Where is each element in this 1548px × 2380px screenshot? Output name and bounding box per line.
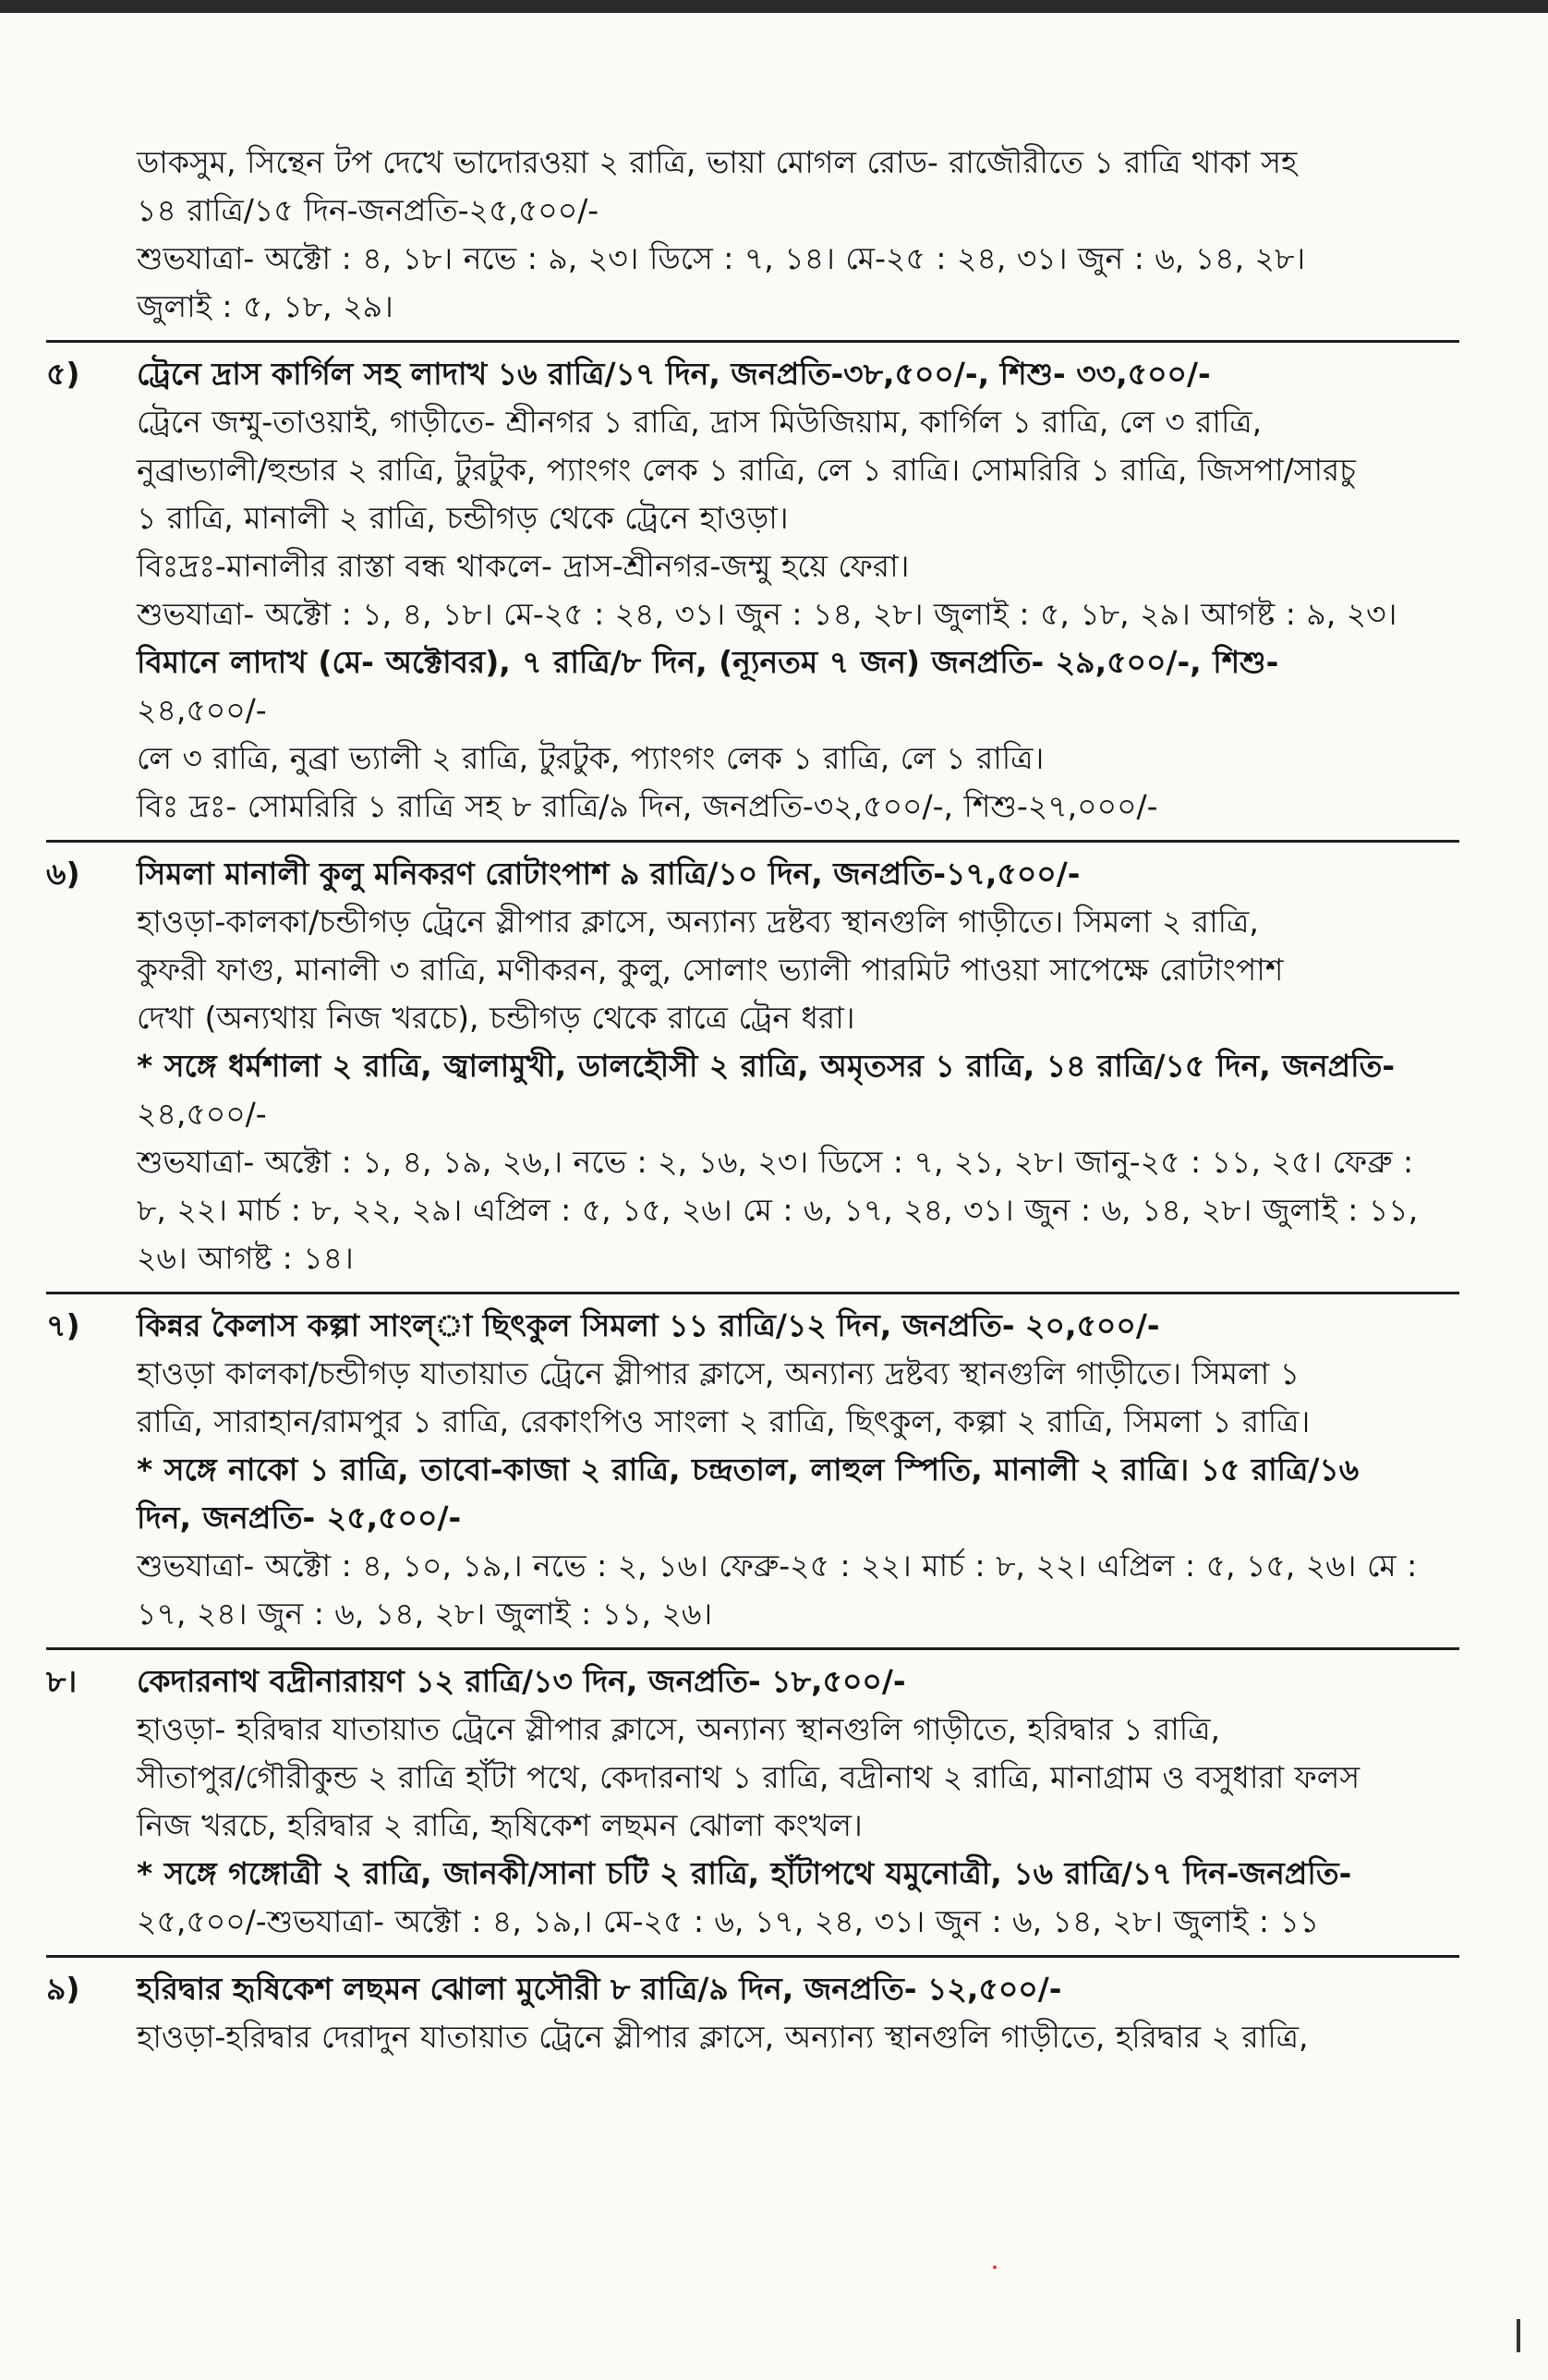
section-line: কুফরী ফাগু, মানালী ৩ রাত্রি, মণীকরন, কুলু, সোলাং ভ্যালী পারমিট পাওয়া সাপেক্ষে রোটাংপাশ [137,952,1284,988]
section-line: ২৪,৫০০/- [137,1096,267,1132]
section-divider [46,840,1459,843]
tour-section [46,850,1459,1282]
section-line: ট্রেনে জম্মু-তাওয়াই, গাড়ীতে- শ্রীনগর ১ রাত্রি, দ্রাস মিউজিয়াম, কার্গিল ১ রাত্রি, লে ৩ রাত্রি, [137,404,1263,440]
section-line: নুব্রাভ্যালী/হুন্ডার ২ রাত্রি, টুরটুক, প্যাংগং লেক ১ রাত্রি, লে ১ রাত্রি। সোমরিরি ১ রাত্রি, জিসপা/সারচু [137,452,1356,488]
intro-line: শুভযাত্রা- অক্টো : ৪, ১৮। নভে : ৯, ২৩। ডিসে : ৭, ১৪। মে-২৫ : ২৪, ৩১। জুন : ৬, ১৪, ২৮। [137,240,1306,276]
intro-line: ১৪ রাত্রি/১৫ দিন-জনপ্রতি-২৫,৫০০/- [137,192,599,228]
section-line: সীতাপুর/গৌরীকুন্ড ২ রাত্রি হাঁটা পথে, কেদারনাথ ১ রাত্রি, বদ্রীনাথ ২ রাত্রি, মানাগ্রাম ও বসুধারা ফলস [137,1759,1361,1795]
section-number: ৯) [46,1971,80,2007]
continued-tour-text [137,139,1459,331]
section-line: ২৫,৫০০/-শুভযাত্রা- অক্টো : ৪, ১৯,। মে-২৫ : ৬, ১৭, ২৪, ৩১। জুন : ৬, ১৪, ২৮। জুলাই : ১১ [137,1903,1320,1939]
tour-section [46,1302,1459,1638]
section-line: ২৬। আগষ্ট : ১৪। [137,1240,354,1276]
section-line: হাওড়া কালকা/চন্ডীগড় যাতায়াত ট্রেনে স্লীপার ক্লাসে, অন্যান্য দ্রষ্টব্য স্থানগুলি গাড়ীতে। সিমলা ১ [137,1355,1300,1391]
section-divider [46,1955,1459,1958]
tour-section [46,1658,1459,1946]
section-divider [46,340,1459,343]
section-line: দিন, জনপ্রতি- ২৫,৫০০/- [137,1500,462,1536]
page-edge-mark [1517,2319,1520,2352]
section-title: কিন্নর কৈলাস কল্পা সাংল্া ছিৎকুল সিমলা ১১ রাত্রি/১২ দিন, জনপ্রতি- ২০,৫০০/- [137,1307,1160,1343]
section-number: ৫) [46,356,80,392]
section-line: শুভযাত্রা- অক্টো : ৪, ১০, ১৯,। নভে : ২, ১৬। ফেব্রু-২৫ : ২২। মার্চ : ৮, ২২। এপ্রিল : ৫, ১৫, ২৬। মে : [137,1548,1418,1584]
tour-sections [46,340,1459,2061]
intro-line: জুলাই : ৫, ১৮, ২৯। [137,288,393,324]
scan-top-edge [0,0,1548,13]
intro-line: ডাকসুম, সিন্থেন টপ দেখে ভাদোরওয়া ২ রাত্রি, ভায়া মোগল রোড- রাজৌরীতে ১ রাত্রি থাকা সহ [137,144,1298,180]
section-line: ৮, ২২। মার্চ : ৮, ২২, ২৯। এপ্রিল : ৫, ১৫, ২৬। মে : ৬, ১৭, ২৪, ৩১। জুন : ৬, ১৪, ২৮। জুলাই : ১১, [137,1192,1419,1228]
section-line: ২৪,৫০০/- [137,692,267,728]
section-line: রাত্রি, সারাহান/রামপুর ১ রাত্রি, রেকাংপিও সাংলা ২ রাত্রি, ছিৎকুল, কল্পা ২ রাত্রি, সিমলা ১ রাত্রি। [137,1403,1311,1439]
section-line: শুভযাত্রা- অক্টো : ১, ৪, ১৮। মে-২৫ : ২৪, ৩১। জুন : ১৪, ২৮। জুলাই : ৫, ১৮, ২৯। আগষ্ট : ৯, ২৩। [137,596,1397,632]
section-line: হাওড়া-হরিদ্বার দেরাদুন যাতায়াত ট্রেনে স্লীপার ক্লাসে, অন্যান্য স্থানগুলি গাড়ীতে, হরিদ্বার ২ রাত্রি, [137,2019,1309,2055]
section-number: ৭) [46,1307,80,1343]
section-line: * সঙ্গে গঙ্গোত্রী ২ রাত্রি, জানকী/সানা চটি ২ রাত্রি, হাঁটাপথে যমুনোত্রী, ১৬ রাত্রি/১৭ দিন-জনপ্রতি- [137,1855,1352,1891]
ink-mark [993,2265,997,2269]
section-line: ১৭, ২৪। জুন : ৬, ১৪, ২৮। জুলাই : ১১, ২৬। [137,1596,713,1632]
section-line: নিজ খরচে, হরিদ্বার ২ রাত্রি, হৃষিকেশ লছমন ঝোলা কংখল। [137,1807,863,1843]
section-line: বিঃ দ্রঃ- সোমরিরি ১ রাত্রি সহ ৮ রাত্রি/৯ দিন, জনপ্রতি-৩২,৫০০/-, শিশু-২৭,০০০/- [137,788,1158,824]
section-title: কেদারনাথ বদ্রীনারায়ণ ১২ রাত্রি/১৩ দিন, জনপ্রতি- ১৮,৫০০/- [137,1663,906,1699]
section-divider [46,1292,1459,1294]
section-line: শুভযাত্রা- অক্টো : ১, ৪, ১৯, ২৬,। নভে : ২, ১৬, ২৩। ডিসে : ৭, ২১, ২৮। জানু-২৫ : ১১, ২৫। ফেব্রু : [137,1144,1414,1180]
section-line: দেখা (অন্যথায় নিজ খরচে), চন্ডীগড় থেকে রাত্রে ট্রেন ধরা। [137,1000,855,1036]
section-line: হাওড়া-কালকা/চন্ডীগড় ট্রেনে স্লীপার ক্লাসে, অন্যান্য দ্রষ্টব্য স্থানগুলি গাড়ীতে। সিমলা ২ রাত্রি, [137,904,1259,940]
section-line: লে ৩ রাত্রি, নুব্রা ভ্যালী ২ রাত্রি, টুরটুক, প্যাংগং লেক ১ রাত্রি, লে ১ রাত্রি। [137,740,1045,776]
section-line: ১ রাত্রি, মানালী ২ রাত্রি, চন্ডীগড় থেকে ট্রেনে হাওড়া। [137,500,789,536]
section-divider [46,1647,1459,1650]
section-line: বিমানে লাদাখ (মে- অক্টোবর), ৭ রাত্রি/৮ দিন, (ন্যূনতম ৭ জন) জনপ্রতি- ২৯,৫০০/-, শিশু- [137,644,1279,680]
section-title: হরিদ্বার হৃষিকেশ লছমন ঝোলা মুসৌরী ৮ রাত্রি/৯ দিন, জনপ্রতি- ১২,৫০০/- [137,1971,1062,2007]
section-title: ট্রেনে দ্রাস কার্গিল সহ লাদাখ ১৬ রাত্রি/১৭ দিন, জনপ্রতি-৩৮,৫০০/-, শিশু- ৩৩,৫০০/- [137,356,1211,392]
tour-section [46,350,1459,831]
tour-list [46,139,1459,2061]
section-line: * সঙ্গে নাকো ১ রাত্রি, তাবো-কাজা ২ রাত্রি, চন্দ্রতাল, লাহুল স্পিতি, মানালী ২ রাত্রি। ১৫ রাত্রি/১৬ [137,1451,1360,1488]
section-line: হাওড়া- হরিদ্বার যাতায়াত ট্রেনে স্লীপার ক্লাসে, অন্যান্য স্থানগুলি গাড়ীতে, হরিদ্বার ১ রাত্রি, [137,1711,1220,1747]
section-title: সিমলা মানালী কুলু মনিকরণ রোটাংপাশ ৯ রাত্রি/১০ দিন, জনপ্রতি-১৭,৫০০/- [137,856,1081,892]
section-number: ৮। [46,1663,78,1699]
section-line: * সঙ্গে ধর্মশালা ২ রাত্রি, জ্বালামুখী, ডালহৌসী ২ রাত্রি, অমৃতসর ১ রাত্রি, ১৪ রাত্রি/১৫ দিন, জনপ্রতি- [137,1048,1396,1084]
tour-section [46,1965,1459,2061]
section-number: ৬) [46,856,80,892]
section-line: বিঃদ্রঃ-মানালীর রাস্তা বন্ধ থাকলে- দ্রাস-শ্রীনগর-জম্মু হয়ে ফেরা। [137,548,910,584]
